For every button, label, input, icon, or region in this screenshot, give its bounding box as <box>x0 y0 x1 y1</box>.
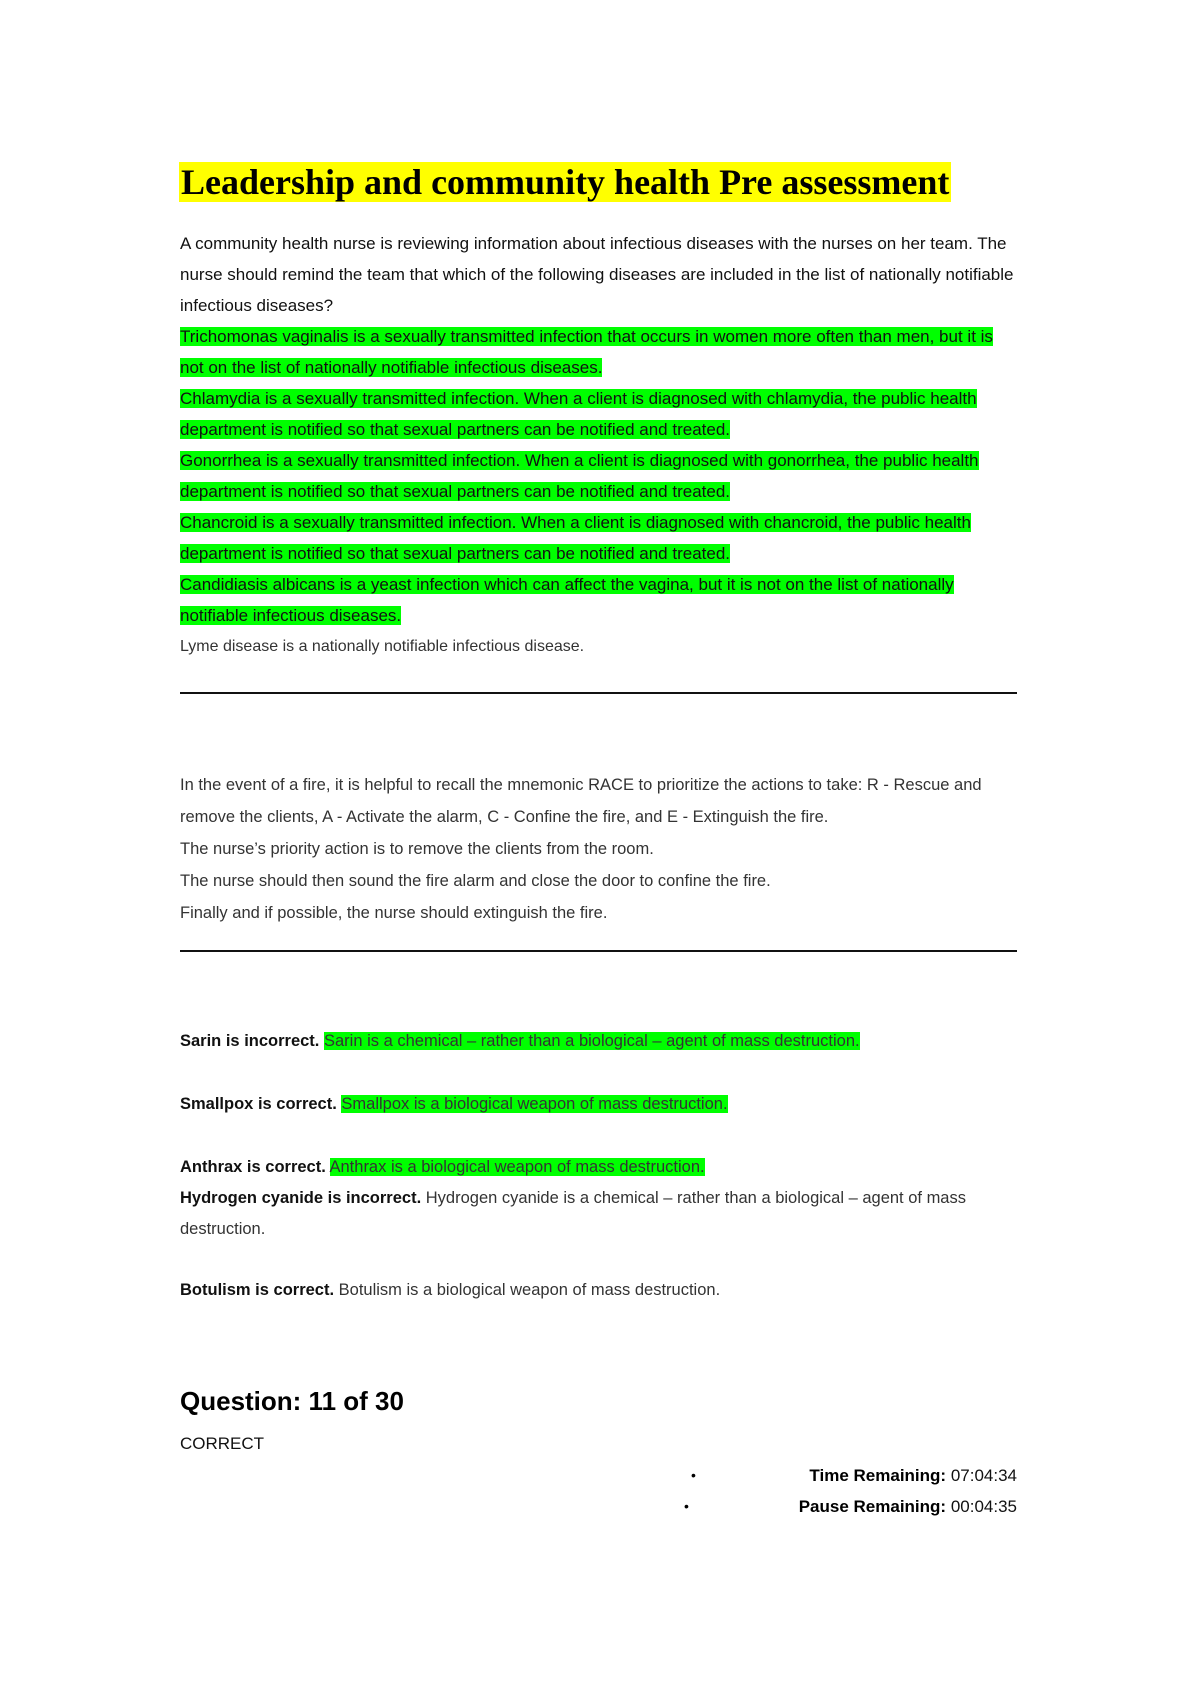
bio-item-label: Hydrogen cyanide is incorrect. <box>180 1189 422 1207</box>
explanation-gonorrhea <box>180 445 1020 507</box>
bio-item-text: Anthrax is a biological weapon of mass destruction. <box>329 1158 705 1176</box>
answer-status: CORRECT <box>180 1434 265 1453</box>
question-1-block <box>180 228 1020 662</box>
fire-race-intro: In the event of a fire, it is helpful to recall the mnemonic RACE to prioritize the actions to take: R - Rescue and remove the clients, A - Activate the alarm, C - Confine the fire, and E - Extinguish the fire. <box>180 776 982 826</box>
bio-item-hydrogen-cyanide <box>180 1183 1020 1245</box>
time-remaining-value: 07:04:34 <box>950 1466 1017 1485</box>
pause-remaining <box>799 1497 1017 1517</box>
section-divider <box>180 692 1017 694</box>
bio-item-text: Sarin is a chemical – rather than a biological – agent of mass destruction. <box>323 1032 860 1050</box>
explanation-highlight: Gonorrhea is a sexually transmitted infection. When a client is diagnosed with gonorrhea, the public health department is notified so that sexual partners can be notified and treated. <box>180 451 979 501</box>
explanation-chlamydia <box>180 383 1020 445</box>
explanation-highlight: Candidiasis albicans is a yeast infection which can affect the vagina, but it is not on the list of nationally notifiable infectious diseases. <box>180 575 954 625</box>
bio-weapons-section <box>180 1026 1020 1306</box>
question-1-prompt: A community health nurse is reviewing information about infectious diseases with the nurses on her team. The nurse should remind the team that which of the following diseases are included in the list of nationally notifiable infectious diseases? <box>180 234 1014 315</box>
explanation-highlight: Chancroid is a sexually transmitted infection. When a client is diagnosed with chancroid, the public health department is notified so that sexual partners can be notified and treated. <box>180 513 971 563</box>
explanation-lyme: Lyme disease is a nationally notifiable infectious disease. <box>180 638 585 655</box>
bio-item-label: Anthrax is correct. <box>180 1158 326 1176</box>
bio-item-text: Hydrogen cyanide is a chemical – rather than a biological – agent of mass destruction. <box>180 1189 966 1238</box>
bio-item-label: Sarin is incorrect. <box>180 1032 320 1050</box>
pause-remaining-label: Pause Remaining: <box>798 1497 947 1516</box>
explanation-highlight: Trichomonas vaginalis is a sexually transmitted infection that occurs in women more often than men, but it is not on the list of nationally notifiable infectious diseases. <box>180 327 993 377</box>
explanation-highlight: Chlamydia is a sexually transmitted infection. When a client is diagnosed with chlamydia, the public health department is notified so that sexual partners can be notified and treated. <box>180 389 977 439</box>
explanation-candidiasis <box>180 569 1020 631</box>
fire-line-extinguish: Finally and if possible, the nurse should extinguish the fire. <box>180 904 608 922</box>
time-remaining-label: Time Remaining: <box>809 1466 947 1485</box>
page-title <box>179 160 951 204</box>
explanation-trichomonas <box>180 321 1020 383</box>
pause-remaining-value: 00:04:35 <box>950 1497 1017 1516</box>
bullet-icon: • <box>684 1498 689 1514</box>
bio-item-label: Smallpox is correct. <box>180 1095 337 1113</box>
bio-item-anthrax <box>180 1152 1020 1183</box>
fire-line-priority: The nurse’s priority action is to remove the clients from the room. <box>180 840 654 858</box>
bio-item-text: Botulism is a biological weapon of mass destruction. <box>338 1281 721 1299</box>
bio-item-label: Botulism is correct. <box>180 1281 335 1299</box>
question-counter: Question: 11 of 30 <box>180 1386 404 1416</box>
page-title-text: Leadership and community health Pre assessment <box>181 162 950 202</box>
bio-item-sarin <box>180 1026 1020 1057</box>
fire-section <box>180 769 1020 929</box>
bullet-icon: • <box>691 1467 696 1483</box>
fire-line-alarm: The nurse should then sound the fire alarm and close the door to confine the fire. <box>180 872 771 890</box>
time-remaining <box>809 1466 1017 1486</box>
section-divider <box>180 950 1017 952</box>
explanation-chancroid <box>180 507 1020 569</box>
bio-item-text: Smallpox is a biological weapon of mass destruction. <box>341 1095 728 1113</box>
bio-item-botulism <box>180 1275 1020 1306</box>
bio-item-smallpox <box>180 1089 1020 1120</box>
